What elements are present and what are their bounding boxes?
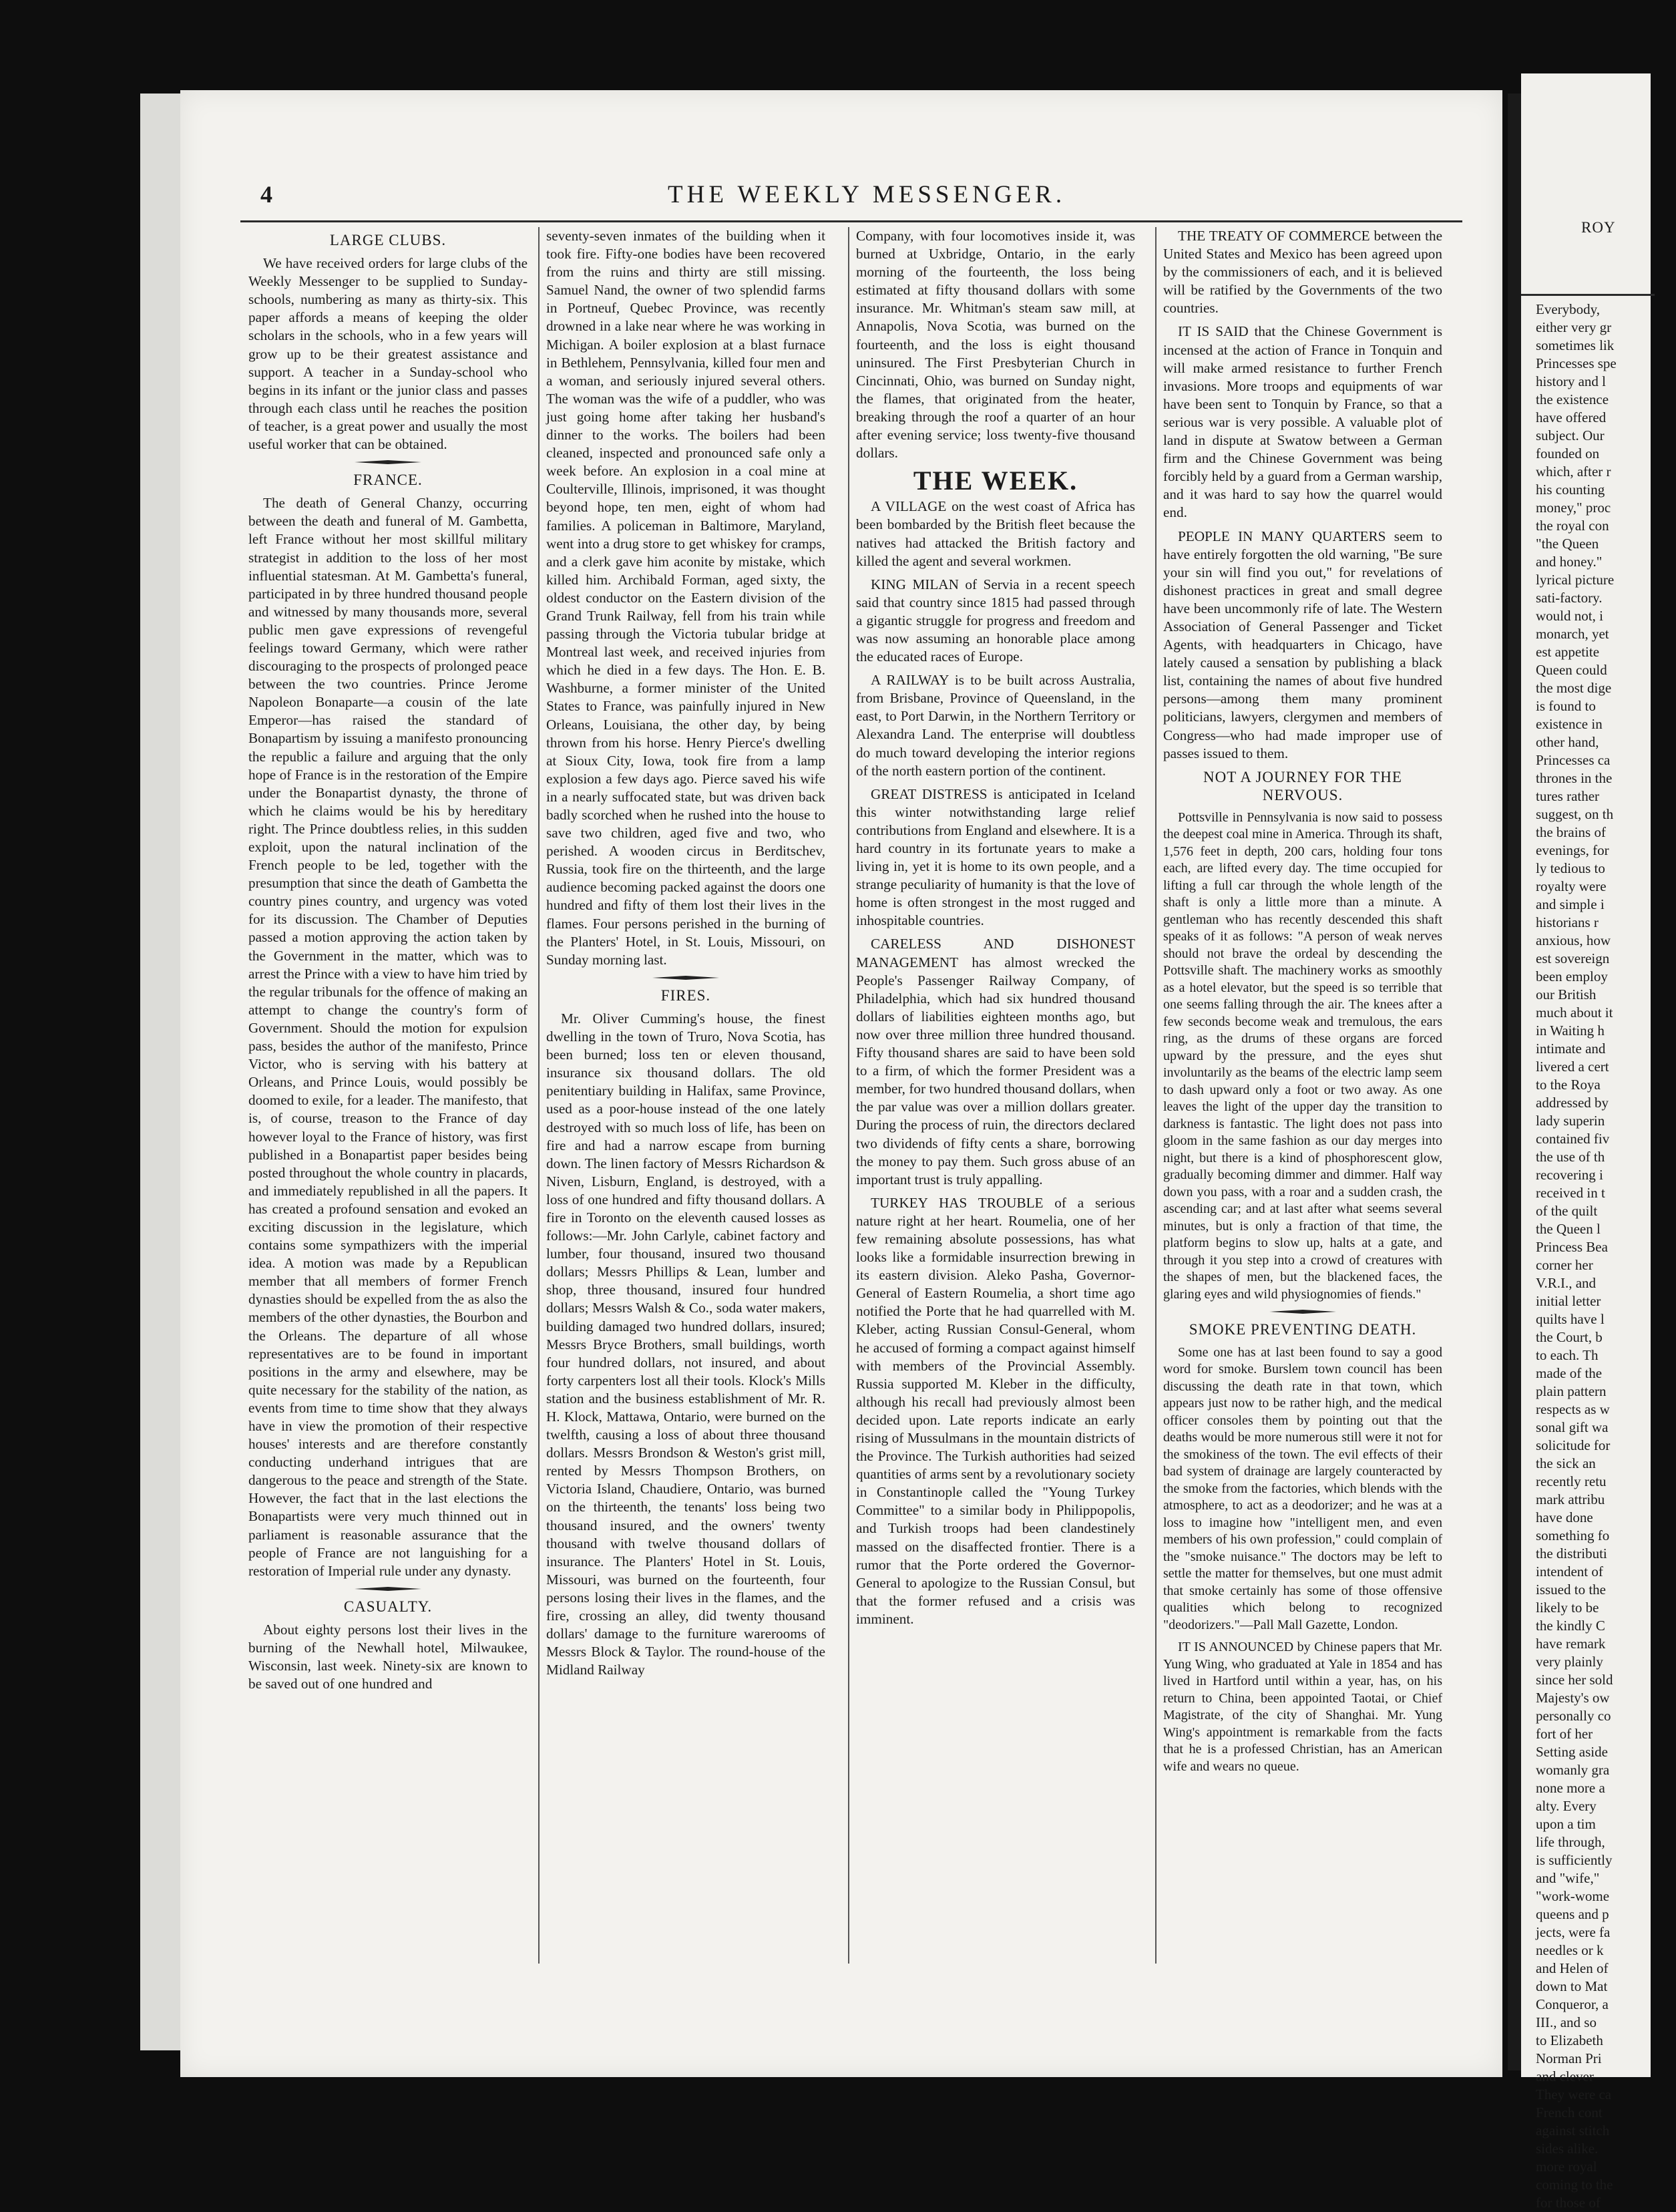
adjacent-text-line: suggest, on th — [1536, 806, 1614, 822]
adjacent-text-line: is sufficiently — [1536, 1852, 1613, 1868]
adjacent-text-line: have done — [1536, 1509, 1593, 1525]
adjacent-text-line: evenings, for — [1536, 842, 1609, 858]
adjacent-text-line: which, after r — [1536, 464, 1611, 480]
column-divider — [1155, 227, 1157, 1964]
adjacent-text-line: initial letter — [1536, 1293, 1601, 1309]
adjacent-text-line: since her sold — [1536, 1672, 1613, 1688]
adjacent-text-line: of the quilt — [1536, 1203, 1598, 1219]
adjacent-text-line: livered a cert — [1536, 1059, 1609, 1075]
adjacent-text-line: none more a — [1536, 1780, 1605, 1796]
adjacent-text-line: Princesses spe — [1536, 355, 1617, 371]
adjacent-text-line: the kindly C — [1536, 1618, 1605, 1634]
adjacent-text-line: more royal — [1536, 2159, 1597, 2175]
adjacent-text-line: Majesty's ow — [1536, 1690, 1610, 1706]
adjacent-text-line: They were ca — [1536, 2086, 1612, 2102]
adjacent-text-line: likely to be — [1536, 1600, 1599, 1616]
adjacent-text-line: founded on — [1536, 445, 1600, 462]
adjacent-text-line: his counting — [1536, 482, 1605, 498]
article-france: The death of General Chanzy, occurring between the death and funeral of M. Gambetta, left France without her most skillful military strategist in addition to the loss of her most influential statesman. At M. Gambetta's funeral, participated in by three hundred thousand people and witnessed by many thousands more, several public men gave expressions of revengeful feelings toward Germany, which were rather discouraging to the prospects of prolonged peace between the two countries. Prince Jerome Napoleon Bonaparte—a cousin of the late Emperor—has raised the standard of Bonapartism by issuing a manifesto pronouncing the republic a failure and arguing that the only hope of France is in the restoration of the Empire under the Bonapartist dynasty, the throne of which he claims would be his by hereditary right. The Prince doubtless relies, in this sudden exploit, upon the natural inclination of the French people to be led, together with the presumption that since the death of Gambetta the country pines country, and urgency was voted for its discussion. The Chamber of Deputies passed a motion approving the action taken by the Government in the matter, which was to arrest the Prince with a view to have him tried by the regular tribunals for the offence of making an attempt to change the country's form of Government. Should the motion for expulsion pass, besides the author of the manifesto, Prince Victor, who is serving with his battery at Orleans, and Prince Louis, would possibly be doomed to exile, for a leader. The manifesto, that is, of course, treason to the France of day however loyal to the France of history, was first published in a Bonapartist paper besides being posted throughout the whole country in placards, and immediately republished in all the papers. It has created a profound sensation and evoked an exciting discussion in the legislature, which contains some sympathizers with the imperial idea. A motion was made by a Republican member that all members of former French dynasties should be expelled from the as also the members of the other dynasties, the Bourbon and the Orleans. The departure of all whose representatives are to be found in important positions in the army and elsewhere, may be quite necessary for the stability of the nation, as events from time to time show that they always have in view the promotion of their respective houses' interests and are therefore constantly conducting underhand intrigues that are dangerous to the peace and strength of the State. However, the fact that in the last elections the Bonapartists were very much thinned out in parliament is reasonable assurance that the people of France are not languishing for a restoration of Imperial rule under any dynasty. — [248, 495, 528, 1579]
adjacent-text-line: anxious, how — [1536, 932, 1611, 948]
adjacent-text-line: life through, — [1536, 1834, 1605, 1850]
adjacent-text-line: something fo — [1536, 1527, 1610, 1543]
news-item: THE TREATY OF COMMERCE between the United States and Mexico has been agreed upon by the commissioners of each, and it is believed will be ratified by the Governments of the two countries. — [1163, 228, 1442, 317]
news-item: PEOPLE IN MANY QUARTERS seem to have entirely forgotten the old warning, "Be sure your sin will find you out," for revelations of dishonest practices in great and small degree have been uncommonly rife of late. The Western Association of General Passenger and Ticket Agents, with headquarters in Chicago, have lately caused a sensation by publishing a black list, containing the names of about five hundred persons—among them many prominent politicians, lawyers, clergymen and members of Congress—who had made improper use of passes issued to them. — [1163, 528, 1442, 761]
adjacent-text-line: French cont — [1536, 2104, 1603, 2121]
news-item: GREAT DISTRESS is anticipated in Iceland this winter notwithstanding large relief contributions from England and elsewhere. It is a hard country in its fortunate years to make a living in, yet it is home to its own people, and a strange peculiarity of humanity is that the love of home is often strongest in the most rugged and inhospitable countries. — [856, 785, 1135, 929]
adjacent-text-line: the Court, b — [1536, 1329, 1603, 1345]
adjacent-text-line: quilts have l — [1536, 1311, 1605, 1327]
separator-ornament — [1269, 1308, 1336, 1315]
adjacent-text-line: have offered — [1536, 409, 1607, 425]
news-item: CARELESS AND DISHONEST MANAGEMENT has almost wrecked the People's Passenger Railway Company, of Philadelphia, which had six hundred thousand dollars of liabilities eighteen months ago, but now over three million three hundred thousand. Fifty thousand shares are said to have been sold to a firm, of which the former President was a member, for two hundred thousand dollars, when the par value was over a million dollars greater. During the process of ruin, the directors declared two dividends of fifty cents a share, borrowing the money to pay them. Such gross abuse of an important trust is truly appalling. — [856, 936, 1135, 1187]
adjacent-text-line: sati-factory. — [1536, 590, 1603, 606]
article-large-clubs: We have received orders for large clubs of the Weekly Messenger to be supplied to Sunday-schools, numbering as many as thirty-six. This paper affords a means of keeping the older scholars in the schools, who in a few years will grow up to be their greatest assistance and support. A teacher in a Sunday-school who begins in its infant or the junior class and passes through each class until he reaches the position of teacher, is a great power and usually the most useful worker that can be obtained. — [248, 255, 528, 453]
adjacent-text-line: in Waiting h — [1536, 1023, 1605, 1039]
adjacent-text-line: to Elizabeth — [1536, 2032, 1603, 2048]
adjacent-text-line: very plainly — [1536, 1654, 1603, 1670]
adjacent-text-line: have remark — [1536, 1636, 1606, 1652]
adjacent-text-line: upon a tim — [1536, 1816, 1596, 1832]
adjacent-text-line: and clever — [1536, 2068, 1594, 2084]
adjacent-text-line: our British — [1536, 986, 1597, 1002]
adjacent-text-line: either very gr — [1536, 319, 1612, 335]
adjacent-text-line: for those of — [1536, 2195, 1601, 2211]
adjacent-text-line: other hand, — [1536, 734, 1599, 750]
separator-ornament — [652, 974, 719, 981]
column-1 — [248, 227, 528, 1698]
adjacent-text-line: est appetite — [1536, 644, 1600, 660]
adjacent-text-line: tures rather — [1536, 788, 1600, 804]
adjacent-text-line: plain pattern — [1536, 1383, 1607, 1399]
adjacent-text-line: sides alike. — [1536, 2141, 1599, 2157]
adjacent-text-line: issued to the — [1536, 1582, 1606, 1598]
adjacent-text-line: recovering i — [1536, 1167, 1603, 1183]
adjacent-text-line: the brains of — [1536, 824, 1606, 840]
heading-not-a-journey: NOT A JOURNEY FOR THE NERVOUS. — [1203, 768, 1402, 803]
adjacent-text-line: intimate and — [1536, 1041, 1606, 1057]
adjacent-text-line: Setting aside — [1536, 1744, 1608, 1760]
adjacent-text-line: existence in — [1536, 716, 1603, 732]
news-item: KING MILAN of Servia in a recent speech said that country since 1815 had passed through a gigantic struggle for progress and freedom and was now assuming an honorable place among the educated races of Europe. — [856, 576, 1135, 665]
news-item: A VILLAGE on the west coast of Africa has been bombarded by the British fleet because the natives had attacked the British factory and killed the agent and several workmen. — [856, 498, 1135, 569]
adjacent-text-line: monarch, yet — [1536, 626, 1609, 642]
adjacent-text-line: received in t — [1536, 1185, 1605, 1201]
adjacent-text-line: ly tedious to — [1536, 860, 1605, 876]
adjacent-text-line: and simple i — [1536, 896, 1605, 912]
adjacent-text-line: would not, i — [1536, 608, 1603, 624]
adjacent-text-line: against stitch — [1536, 2123, 1610, 2139]
adjacent-text-line: Princess Bea — [1536, 1239, 1608, 1255]
adjacent-text-line: historians r — [1536, 914, 1599, 930]
adjacent-text-line: contained fiv — [1536, 1131, 1610, 1147]
column-4 — [1163, 227, 1442, 1781]
adjacent-text-line: solicitude for — [1536, 1437, 1611, 1453]
adjacent-text-line: V.R.I., and — [1536, 1275, 1597, 1291]
adjacent-text-line: jects, were fa — [1536, 1924, 1611, 1940]
heading-france: FRANCE. — [353, 472, 423, 489]
adjacent-text-line: the Queen l — [1536, 1221, 1601, 1237]
column-divider — [848, 227, 849, 1964]
adjacent-text-line: Princesses ca — [1536, 752, 1611, 768]
article-smoke: Some one has at last been found to say a good word for smoke. Burslem town council has been discussing the death rate in that town, which appears just now to be rather high, and the medical officer consoles them by pointing out that the deaths would be more numerous still were it not for the smokiness of the town. The evil effects of their bad system of drainage are largely counteracted by the smoke from the factories, which blends with the atmosphere, to act as a deodorizer; and he was at a loss to imagine how "intelligent men, and even members of his own profession," could complain of the "smoke nuisance." The doctors may be left to settle the matter for themselves, but one must admit that smoke certainly has some of those offensive qualities which belong to recognized "deodorizers."—Pall Mall Gazette, London. — [1163, 1344, 1442, 1632]
adjacent-text-line: the most dige — [1536, 680, 1612, 696]
adjacent-text-line: Norman Pri — [1536, 2050, 1602, 2066]
adjacent-text-line: sonal gift wa — [1536, 1419, 1609, 1435]
adjacent-text-line: est sovereign — [1536, 950, 1610, 966]
adjacent-text-line: money," proc — [1536, 500, 1611, 516]
adjacent-text-line: and Helen of — [1536, 1960, 1609, 1976]
adjacent-text-line: III., and so — [1536, 2014, 1597, 2030]
adjacent-text-line: made of the — [1536, 1365, 1603, 1381]
heading-large-clubs: LARGE CLUBS. — [329, 232, 447, 248]
adjacent-text-line: lady superin — [1536, 1113, 1605, 1129]
adjacent-text-line: sometimes lik — [1536, 337, 1615, 353]
adjacent-text-line: fort of her — [1536, 1726, 1593, 1742]
adjacent-text-line: subject. Our — [1536, 427, 1605, 443]
adjacent-text-line: been employ — [1536, 968, 1608, 984]
adjacent-text-line: is found to — [1536, 698, 1596, 714]
adjacent-text-line: history and l — [1536, 373, 1606, 389]
adjacent-text-line: and "wife," — [1536, 1870, 1600, 1886]
adjacent-text-line: much about it — [1536, 1004, 1613, 1021]
article-casualty-continued: seventy-seven inmates of the building when it took fire. Fifty-one bodies have been recovered from the ruins and thirty are still missing. Samuel Nand, the owner of two splendid farms in Portneuf, Quebec Province, was recently drowned in a lake near where he was working in Michigan. A boiler explosion at a blast furnace in Bethlehem, Pennsylvania, killed four men and a woman, and seriously injured several others. The woman was the wife of a puddler, who was just going home after taking her husband's dinner to the works. The boilers had been cleaned, inspected and pronounced safe only a week before. An explosion in a coal mine at Coulterville, Illinois, imprisoned, it was thought beyond hope, ten men, eight of whom had families. A policeman in Baltimore, Maryland, went into a drug store to get whiskey for cramps, and a clerk gave him aconite by mistake, which killed him. Archibald Forman, aged sixty, the oldest conductor on the Eastern division of the Grand Trunk Railway, fell from his train while passing through the Victoria tubular bridge at Montreal last week, and received injuries from which he died in a few days. The Hon. E. B. Washburne, a former minister of the United States to France, was painfully injured in New Orleans, Louisiana, the other day, by being thrown from his horse. Henry Pierce's dwelling at Sioux City, Iowa, took fire from a lamp explosion a few days ago. Pierce saved his wife in a nearly suffocated state, but was driven back badly scorched when he rushed into the house to save two children, aged five and two, who perished. A wooden circus in Berditschev, Russia, took fire on the thirteenth, and the large audience becoming packed against the doors one hundred and fifty of them lost their lives in the flames. Four persons perished in the burning of the Planters' Hotel, in St. Louis, Missouri, on Sunday morning last. — [546, 228, 825, 968]
adjacent-text-line: needles or k — [1536, 1942, 1604, 1958]
separator-ornament — [355, 459, 421, 466]
news-item: A RAILWAY is to be built across Australia, from Brisbane, Province of Queensland, in the east, to Port Darwin, in the Northern Territory or Alexandra Land. The enterprise will doubtless do much toward developing the interior regions of the north eastern portion of the continent. — [856, 672, 1135, 779]
adjacent-text-line: Conqueror, a — [1536, 1996, 1609, 2012]
adjacent-text-line: the royal con — [1536, 518, 1609, 534]
adjacent-text-line: intendent of — [1536, 1563, 1603, 1580]
column-2 — [546, 227, 825, 1684]
header-rule — [240, 220, 1462, 222]
adjacent-text-line: respects as w — [1536, 1401, 1610, 1417]
adjacent-text-line: down to Mat — [1536, 1978, 1608, 1994]
adjacent-page-fragment — [1521, 73, 1651, 2211]
page-number: 4 — [260, 181, 272, 208]
separator-ornament — [355, 1586, 421, 1592]
adjacent-text-line: queens and p — [1536, 1906, 1609, 1922]
adjacent-text-line: the sick an — [1536, 1455, 1596, 1471]
page-gutter — [1508, 94, 1522, 2070]
article-fires-continued: Company, with four locomotives inside it, was burned at Uxbridge, Ontario, in the early morning of the fourteenth, the loss being estimated at fifty thousand dollars with some insurance. Mr. Whitman's steam saw mill, at Annapolis, Nova Scotia, was burned on the fourteenth, and the loss is eight thousand uninsured. The First Presbyterian Church in Cincinnati, Ohio, was burned on Sunday night, the flames, that originated from the heater, breaking through the roof a quarter of an hour after evening service; loss twenty-five thousand dollars. — [856, 228, 1135, 462]
adjacent-text-line: alty. Every — [1536, 1798, 1597, 1814]
heading-fires: FIRES. — [660, 986, 711, 1004]
adjacent-text-line: womanly gra — [1536, 1762, 1610, 1778]
article-casualty: About eighty persons lost their lives in the burning of the Newhall hotel, Milwaukee, Wisconsin, last week. Ninety-six are known to be saved out of one hundred and — [248, 1621, 528, 1692]
adjacent-text-line: royalty were — [1536, 878, 1607, 894]
adjacent-text-line: Everybody, — [1536, 301, 1601, 317]
article-fires: Mr. Oliver Cumming's house, the finest dwelling in the town of Truro, Nova Scotia, has been burned; loss ten or eleven thousand, insurance six thousand dollars. The old penitentiary building in Halifax, same Province, used as a poor-house instead of the one lately destroyed with so much loss of life, has been on fire and had a narrow escape from burning down. The linen factory of Messrs Richardson & Niven, Lisburn, England, is destroyed, with a loss of one hundred and fifty thousand dollars. A fire in Toronto on the eleventh caused losses as follows:—Mr. John Carlyle, cabinet factory and lumber, four thousand, insured two thousand dollars; Messrs Phillips & Lean, lumber and shop, three thousand, insured four hundred dollars; Messrs Walsh & Co., soda water makers, building damaged two hundred dollars, insured; Messrs Bryce Brothers, small buildings, worth four hundred dollars, not insured, and about forty carpenters lost all their tools. Klock's Mills station and the business establishment of Mr. R. H. Klock, Mattawa, Ontario, were burned on the twelfth, causing a loss of about three thousand dollars. Messrs Brondson & Weston's grist mill, rented by Messrs Thompson Brothers, on Victoria Island, Chaudiere, Ontario, was burned on the thirteenth, the tenants' loss being two thousand insured, and the owners' twenty thousand with twelve thousand dollars of insurance. The Planters' Hotel in St. Louis, Missouri, was burned on the fourteenth, four persons losing their lives in the flames, and the fire, crossing an alley, did twenty thousand dollars' damage to the furniture warerooms of Messrs Block & Taylor. The round-house of the Midland Railway — [546, 1010, 825, 1678]
adjacent-text-line: coming to the — [1536, 2177, 1613, 2193]
column-3 — [856, 227, 1135, 1634]
news-item: IT IS SAID that the Chinese Government is incensed at the action of France in Tonquin and will make armed resistance to further French invasions. More troops and equipments of war have been sent to Tonquin by France, so that a serious war is very possible. A valuable plot of land in dispute at Swatow between a German firm and the Chinese Government was being forcibly held by a guard from a German warship, and it was hard to say how the quarrel would end. — [1163, 323, 1442, 521]
adjacent-column — [1536, 301, 1676, 2212]
adjacent-text-line: the existence — [1536, 391, 1609, 407]
adjacent-text-line: and honey." — [1536, 554, 1603, 570]
adjacent-text-line: thrones in the — [1536, 770, 1613, 786]
adjacent-text-line: mark attribu — [1536, 1491, 1605, 1507]
column-divider — [538, 227, 540, 1964]
news-item: IT IS ANNOUNCED by Chinese papers that Mr. Yung Wing, who graduated at Yale in 1854 and has lived in Hartford until within a year, has, on his return to China, been appointed Taotai, or Chief Magistrate, of the city of Shanghai. Mr. Yung Wing's appointment is remarkable from the facts that he is a professed Christian, has an American wife and wears no queue. — [1163, 1640, 1442, 1774]
adjacent-text-line: "work-wome — [1536, 1888, 1610, 1904]
adjacent-text-line: Queen could — [1536, 662, 1607, 678]
adjacent-text-line: "the Queen — [1536, 536, 1599, 552]
heading-casualty: CASUALTY. — [343, 1598, 433, 1615]
adjacent-text-line: recently retu — [1536, 1473, 1607, 1489]
adjacent-text-line: to the Roya — [1536, 1077, 1601, 1093]
adjacent-text-line: corner her — [1536, 1257, 1593, 1273]
adjacent-text-line: the use of th — [1536, 1149, 1605, 1165]
heading-smoke-preventing-death: SMOKE PREVENTING DEATH. — [1189, 1321, 1417, 1338]
adjacent-header-rule — [1521, 294, 1655, 296]
adjacent-text-line: addressed by — [1536, 1095, 1609, 1111]
adjacent-text-line: the distributi — [1536, 1545, 1607, 1561]
adjacent-text-line: personally co — [1536, 1708, 1611, 1724]
masthead-title: THE WEEKLY MESSENGER. — [668, 181, 1066, 208]
adjacent-text-line: lyrical picture — [1536, 572, 1615, 588]
heading-the-week: THE WEEK. — [913, 466, 1078, 496]
adjacent-heading: ROY — [1581, 219, 1616, 236]
article-not-a-journey: Pottsville in Pennsylvania is now said to possess the deepest coal mine in America. Through its shaft, 1,576 feet in depth, 200 cars, holding four tons each, are lifted every day. The time occupied for lifting a full car through the whole length of the shaft is only a little more than a minute. A gentleman who has recently descended this shaft speaks of it as follows: "A person of weak nerves should not brave the ordeal by descending the Pottsville shaft. The machinery works as smoothly as a hotel elevator, but the speed is so terrible that one seems falling through the air. The knees after a few seconds become weak and tremulous, the ears ring, as the drums of these organs are forced upward by the pressure, and the eyes shut involuntarily as the beams of the electric lamp seem to dash upward only a foot or two away. As one leaves the light of the upper day the transition to darkness is fantastic. The light does not pass into gloom in the same fashion as our day merges into night, but there is a kind of phosphorescent glow, gradually becoming dimmer and dimmer. Half way down you pass, with a roar and a sudden crash, the ascending car; and at last after what seems several minutes, but is only a fraction of that time, the platform begins to slow up, halts at a gate, and through it you step into a crowd of creatures with the shapes of men, but the blackened faces, the glaring eyes and wild physiognomies of fiends." — [1163, 809, 1442, 1302]
adjacent-text-line: to each. Th — [1536, 1347, 1599, 1363]
news-item: TURKEY HAS TROUBLE of a serious nature right at her heart. Roumelia, one of her few remaining absolute possessions, has what looks like a formidable insurrection brewing in its eastern division. Aleko Pasha, Governor-General of Eastern Roumelia, a short time ago notified the Porte that he had quarrelled with M. Kleber, acting Russian Consul-General, whom he accused of forming a compact against himself with members of the Provincial Assembly. Russia supported M. Kleber in the difficulty, although his recall had previously almost been decided upon. Late reports indicate an early rising of Mussulmans in the mountain districts of the Province. The Turkish authorities had seized quantities of arms sent by a revolutionary society in Constantinople called the "Young Turkey Committee" to a similar body in Philippopolis, and Turkish troops had been clandestinely massed on the disaffected frontier. There is a rumor that the Porte ordered the Governor-General to apologize to the Russian Consul, but that the former refused and a crisis was imminent. — [856, 1194, 1135, 1627]
